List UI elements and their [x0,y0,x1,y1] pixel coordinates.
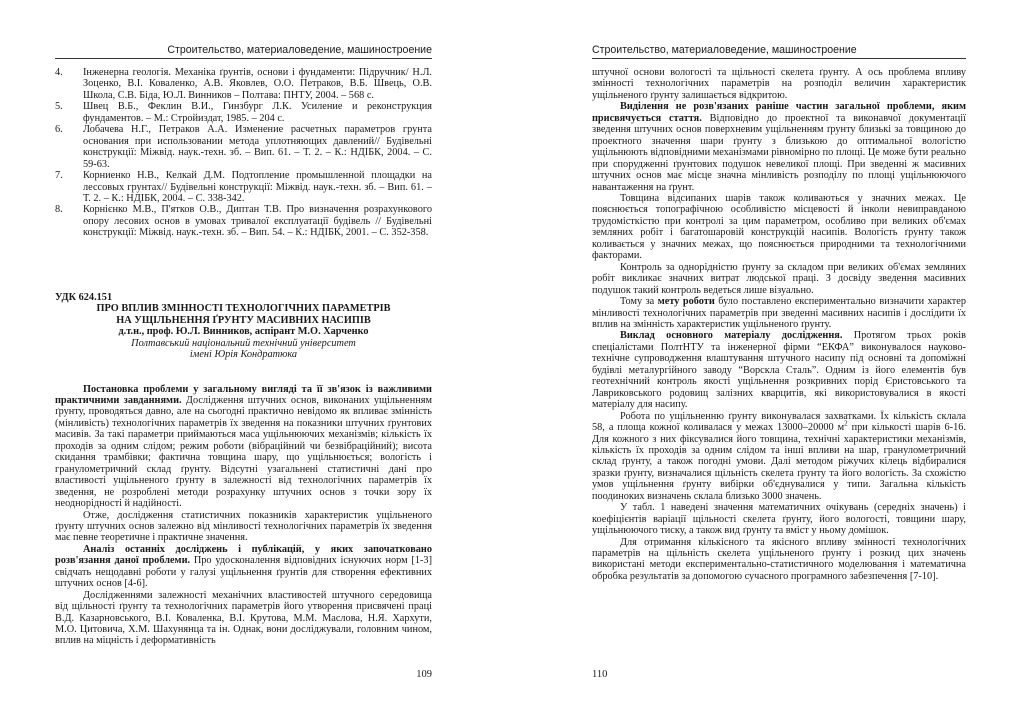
article-title-line-2: НА УЩІЛЬНЕННЯ ҐРУНТУ МАСИВНИХ НАСИПІВ [116,314,371,326]
running-head: Строительство, материаловедение, машиностроение [55,44,432,59]
paragraph-text: Робота по ущільненню ґрунту виконувалася захватками. Їх кількість склала 58, а площа кожної коливалася у межах 13000–20000 м [592,410,966,434]
paragraph [592,67,966,101]
reference-item [55,170,432,204]
paragraph-text: Контроль за однорідністю ґрунту за складом при великих об'ємах земляних робіт викликає значних витрат людської праці. З досвіду зведення масивних подушок такий контроль ведеться лише візуально. [592,261,966,296]
paragraph [592,330,966,410]
emphasis-goal: мету роботи [657,296,715,308]
reference-text: Корнієнко М.В., П'ятков О.В., Диптан Т.В. Про визначення розрахункового опору лесових основ в умовах тривалої експлуатації будівель // Будівельні конструкції: Міжвід. наук.-техн. зб. – Вип. 54. – К.: НДІБК, 2001. – С. 352-358. [83,204,432,239]
reference-text: Швец В.Б., Феклин В.И., Гинзбург Л.К. Усиление и реконструкция фундаментов. – М.: Стройиздат, 1985. – 204 с. [83,101,432,124]
reference-text: Лобачева Н.Г., Петраков А.А. Изменение расчетных параметров грунта основания при использовании метода уплотняющих давлений// Будівельні конструкції: Міжвід. наук.-техн. зб. – Вип. 61. – Т. 2. – К.: НДІБК, 2004. – С. 59-63. [83,124,432,170]
paragraph-text: Дослідження штучних основ, виконаних ущільненням ґрунту, проводяться давно, але на сьогодні практично невідомо як впливає змінність (мінливість) технологічних параметрів їх зведення на показники штучних ґрунтових масивів. За такі параметри приймаються маса ущільнюючих механізмів; кількість їх проходів за одним слідом; режим роботи (вібраційний чи безвібраційний); висота скидання трамбівки; фактична товщина шару, що ущільнюється; вологість і гранулометричний склад ґрунту. Відсутні узагальнені статистичні дані про властивості ущільненого ґрунту в залежності від технологічних параметрів їх зведення, не розроблені методи розрахунку штучних основ з точки зору їх неоднорідності й надійності. [55,394,432,510]
reference-text: Корниенко Н.В., Келкай Д.М. Подтопление промышленной площадки на лессовых грунтах// Будівельні конструкції: Міжвід. наук.-техн. зб. – Вип. 61. – Т. 2. – К.: НДІБК, 2004. – С. 338-342. [83,170,432,204]
paragraph-text: Тому за [620,296,658,308]
reference-text: Інженерна геологія. Механіка ґрунтів, основи і фундаменти: Підручник/ Н.Л. Зоценко, В.І. Коваленко, А.В. Яковлев, О.О. Петраков, В.Б. Швець, О.В. Школа, С.В. Біда, Ю.Л. Винников – Полтава: ПНТУ, 2004. – 568 с. [83,67,432,101]
paragraph [592,411,966,503]
section-heading: Виклад основного матеріалу дослідження. [620,330,843,342]
paragraph [592,101,966,193]
affiliation-line-2: імені Юрія Кондратюка [189,349,298,361]
paragraph [592,296,966,330]
page-number: 110 [592,669,608,680]
paragraph [592,262,966,296]
right-page-body [592,67,966,582]
running-head: Строительство, материаловедение, машиностроение [592,44,966,59]
paragraph-text: Для отримання кількісного та якісного впливу змінності технологічних параметрів на щільність скелета ущільненого ґрунту і розкид цих значень використані методи експериментально-статистичного моделювання і математична обробка результатів за допомогою сучасного програмного забезпечення [7-10]. [592,536,966,582]
paragraph [55,384,432,510]
section-heading: Постановка проблеми у загальному вигляді та її зв'язок із важливими практичними завданнями. [55,383,432,406]
reference-item [55,204,432,238]
reference-number: 8. [55,204,63,216]
affiliation-line-1: Полтавський національний технічний університет [131,337,356,349]
paragraph [55,590,432,647]
reference-number: 5. [55,101,63,113]
paragraph-text: Відповідно до проектної та виконавчої документації зведення штучних основ поверхневим ущільненням ґрунту близькі за товщиною до проектного значення шари ґрунту з близькою до оптимальної вологістю ущільнюють відповідними механізмами рівномірно по площі. Це може бути реально при спорудженні ґрунтових подушок невеликої площі. При зведенні ж масивних штучних основ має місце значна мінливість розподілу по площі ущільнюючого навантаження на ґрунт. [592,112,966,193]
paragraph [55,510,432,544]
paragraph-text: штучної основи вологості та щільності скелета ґрунту. А ось проблема впливу змінності технологічних параметрів на розподіл величин характеристик ущільненого ґрунту залишається відкритою. [592,67,966,101]
left-page-body [55,67,432,647]
paragraph [592,502,966,536]
reference-item [55,101,432,124]
article-title-line-1: ПРО ВПЛИВ ЗМІННОСТІ ТЕХНОЛОГІЧНИХ ПАРАМЕТРІВ [96,303,391,315]
reference-number: 4. [55,67,63,78]
article-authors: д.т.н., проф. Ю.Л. Винников, аспірант М.О. Харченко [118,326,369,338]
paragraph-text: Товщина відсипаних шарів також коливаються у значних межах. Це пояснюється топографічною особливістю місцевості й інколи невиправданою трудомісткістю при контролі за цим параметром, особливо при великих об'ємах земляних робіт і багатошаровій конструкцій насипів. Вологість ґрунту також коливається у значних межах, що пояснюється природними та технологічними факторами. [592,192,966,262]
paragraph [592,193,966,262]
left-page [55,0,432,724]
paragraph-text: Отже, дослідження статистичних показників характеристик ущільненого ґрунту штучних основ залежно від мінливості технологічних параметрів їх зведення має певне теоретичне і практичне значення. [55,509,432,544]
paragraph-text: при кількості шарів 6-16. Для кожного з них фіксувалися його товщина, технічні характеристики механізмів, кількість їх проходів за одним слідом та інші впливи на шар, гранулометричний склад ґрунту, а також погодні умови. Далі методом ріжучих кілець відбиралися зразки ґрунту, визначалися щільність скелета ґрунту та його вологість. За схожістю умов ущільнення ґрунту вибірки об'єднувалися у типи. Загальна кількість поодиноких визначень склала близько 3000 значень. [592,422,966,502]
paragraph-text: Про удосконалення відповідних існуючих норм [1-3] свідчать нещодавні роботи у галузі ущільнення ґрунтів для створення ефективних штучних основ [4-6]. [55,555,433,590]
right-page [592,0,966,724]
paragraph-text: було поставлено експериментально визначити характер мінливості технологічних параметрів при зведенні масивних насипів і дослідити їх вплив на змінність характеристик ущільненого ґрунту. [592,296,966,330]
reference-number: 6. [55,124,63,136]
superscript: 2 [844,419,848,428]
reference-number: 7. [55,170,63,182]
section-heading: Аналіз останніх досліджень і публікацій, у яких започатковано розв'язання даної проблеми. [55,543,432,567]
reference-list [55,67,432,239]
reference-item [55,124,432,170]
section-heading: Виділення не розв'язаних раніше частин загальної проблеми, яким присвячується стаття. [592,101,966,124]
paragraph-text: Дослідженнями залежності механічних властивостей штучного середовища від щільності ґрунту та технологічних параметрів його утворення присвячені праці В.Д. Казарновського, В.І. Коваленка, В.І. Крутова, М.М. Маслова, Н.Я. Хархути, М.О. Цитовича, Х.М. Шахунянца та ін. Однак, вони досліджували, головним чином, вплив на міцність і деформативність [55,589,432,647]
page-number: 109 [416,669,432,680]
paragraph [592,537,966,583]
udc-code: УДК 624.151 [55,291,113,303]
paragraph [55,544,432,590]
paragraph-text: Протягом трьох років спеціалістами ПолтНТУ та інженерної фірми “ЕКФА” виконувалося науково-технічне супроводження влаштування штучного насипу під основні та допоміжні будівлі металургійного заводу “Ворскла Сталь”. Одним із його елементів був геотехнічний контроль якості ущільнення розкривних порід Єристовського та Лавриковського родовищ залізних кварцитів, які використовувалися в якості матеріалу для насипу. [592,330,966,411]
reference-item [55,67,432,101]
paragraph-text: У табл. 1 наведені значення математичних очікувань (середніх значень) і коефіцієнтів варіації щільності скелета ґрунту, його вологості, товщини шару, ущільнюючого тиску, а також вид ґрунту та вміст у ньому домішок. [592,502,966,537]
